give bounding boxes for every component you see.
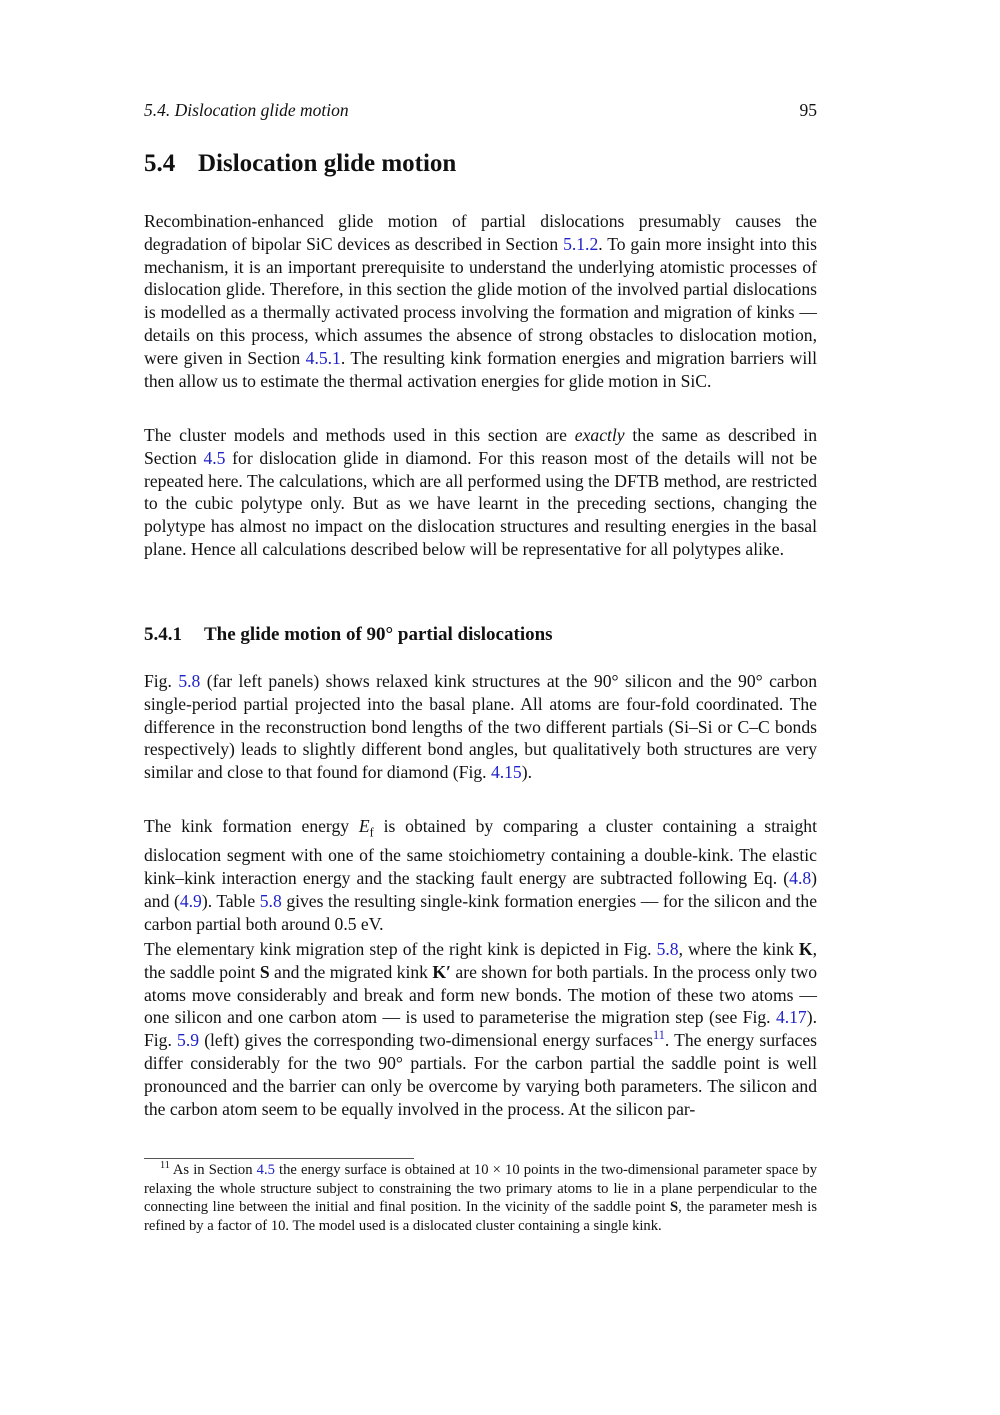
subsection-number: 5.4.1 [144, 624, 182, 645]
ref-eq-4-8[interactable]: 4.8 [789, 868, 812, 889]
text: the same as described in Section [144, 425, 817, 468]
footnote-rule [144, 1158, 414, 1159]
ref-fig-5-8[interactable]: 5.8 [656, 939, 679, 959]
page-number: 95 [799, 100, 817, 120]
text: The elementary kink migration step of the right kink is depicted in Fig. [144, 939, 657, 959]
text: for dislocation glide in diamond. For this reason most of the details will not be repeated here. The calculations, which are all performed using the DFTB method, are restricted to the cubic polytype only. But as we have learnt in the preceding sections, changing the polytype has almost no impact on the dislocation structures and resulting energies in the basal plane. Hence all calculations described below will be representative for all polytypes alike. [144, 447, 818, 559]
paragraph-intro [144, 210, 817, 392]
text: , the saddle point [144, 939, 817, 982]
text: and the migrated kink [269, 961, 433, 982]
symbol-kink: K [798, 939, 813, 959]
paragraph-kink-migration [144, 938, 817, 1120]
symbol-migrated-kink: K′ [432, 961, 451, 982]
footnote-ref-11[interactable]: 11 [653, 1028, 665, 1043]
emphasis: exactly [574, 425, 625, 445]
text: The cluster models and methods used in this section are [144, 425, 575, 445]
text: , the parameter mesh is refined by a factor of 10. The model used is a dislocated cluster containing a single kink. [144, 1199, 817, 1234]
text: (far left panels) shows relaxed kink structures at the 90° silicon and the 90° carbon single-period partial projected into the basal plane. All atoms are four-fold coordinated. The difference in the reconstruction bond lengths of the two different partials (Si–Si or C–C bonds respectively) leads to slightly different bond angles, but qualitatively both structures are very similar and close to that found for diamond (Fig. [144, 671, 817, 783]
text: ). [521, 762, 532, 783]
text: ). Fig. [144, 1007, 817, 1051]
section-heading [144, 150, 456, 178]
text: gives the resulting single-kink formation energies — for the silicon and the carbon partial both around 0.5 eV. [144, 890, 818, 934]
math-symbol: E [358, 816, 370, 836]
text: the energy surface is obtained at 10 × 10 points in the two-dimensional parameter space by relaxing the whole structure subject to constraining the two primary atoms to lie in a plane perpendicular to the connecting line between the initial and final position. In the vicinity of the saddle point [144, 1162, 817, 1216]
text: are shown for both partials. In the process only two atoms move considerably and break and form new bonds. The motion of these two atoms — one silicon and one carbon atom — is used to parameterise the migration step (see Fig. [144, 961, 818, 1028]
running-head-title: 5.4. Dislocation glide motion [144, 100, 349, 120]
text: is obtained by comparing a cluster containing a straight dislocation segment with one of the same stoichiometry containing a double-kink. The elastic kink–kink interaction energy and the stacking fault energy are subtracted following Eq. ( [144, 816, 817, 889]
section-title: Dislocation glide motion [198, 150, 457, 177]
text: Recombination-enhanced glide motion of partial dislocations presumably causes the degradation of bipolar SiC devices as described in Section [144, 211, 817, 254]
ref-fig-4-17[interactable]: 4.17 [775, 1007, 807, 1028]
text: The kink formation energy [144, 816, 359, 836]
ref-section-5-1-2[interactable]: 5.1.2 [563, 233, 599, 254]
running-head [144, 100, 817, 121]
ref-eq-4-9[interactable]: 4.9 [179, 890, 202, 911]
text: . To gain more insight into this mechanism, it is an important prerequisite to understand the underlying atomistic processes of dislocation glide. Therefore, in this section the glide motion of the involved partial dislocations is modelled as a thermally activated process involving the formation and migration of kinks — details on this process, which assumes the absence of strong obstacles to dislocation motion, were given in Section [144, 233, 817, 368]
paragraph-cluster-models [144, 424, 817, 561]
footnote-mark: 11 [160, 1160, 170, 1172]
section-number: 5.4 [144, 150, 176, 177]
paragraph-kink-formation [144, 815, 817, 936]
ref-fig-5-8[interactable]: 5.8 [178, 671, 201, 691]
footnote-11 [144, 1161, 817, 1235]
text: . The energy surfaces differ considerably for the two 90° partials. For the carbon partial the saddle point is well pronounced and the barrier can only be overcome by varying both parameters. The silicon and the carbon atom seem to be equally involved in the process. At the silicon par- [144, 1030, 817, 1119]
text: (left) gives the corresponding two-dimensional energy surfaces [199, 1030, 654, 1051]
ref-section-4-5-1[interactable]: 4.5.1 [305, 347, 341, 368]
ref-section-4-5[interactable]: 4.5 [256, 1162, 275, 1178]
ref-table-5-8[interactable]: 5.8 [259, 890, 282, 911]
text: Fig. [144, 671, 179, 691]
symbol-saddle: S [670, 1199, 679, 1216]
math-subscript: f [369, 825, 374, 840]
paragraph-kink-structures [144, 670, 817, 784]
text: ) and ( [144, 868, 817, 911]
text: As in Section [172, 1162, 257, 1178]
text: , where the kink [678, 939, 799, 959]
ref-fig-4-15[interactable]: 4.15 [490, 762, 522, 783]
subsection-heading [144, 624, 553, 646]
symbol-saddle: S [259, 961, 270, 982]
ref-fig-5-9[interactable]: 5.9 [177, 1030, 200, 1051]
text: . The resulting kink formation energies and migration barriers will then allow us to estimate the thermal activation energies for glide motion in SiC. [144, 347, 817, 391]
text: ). Table [201, 890, 260, 911]
subsection-title: The glide motion of 90° partial dislocations [204, 624, 553, 645]
ref-section-4-5[interactable]: 4.5 [203, 447, 226, 468]
